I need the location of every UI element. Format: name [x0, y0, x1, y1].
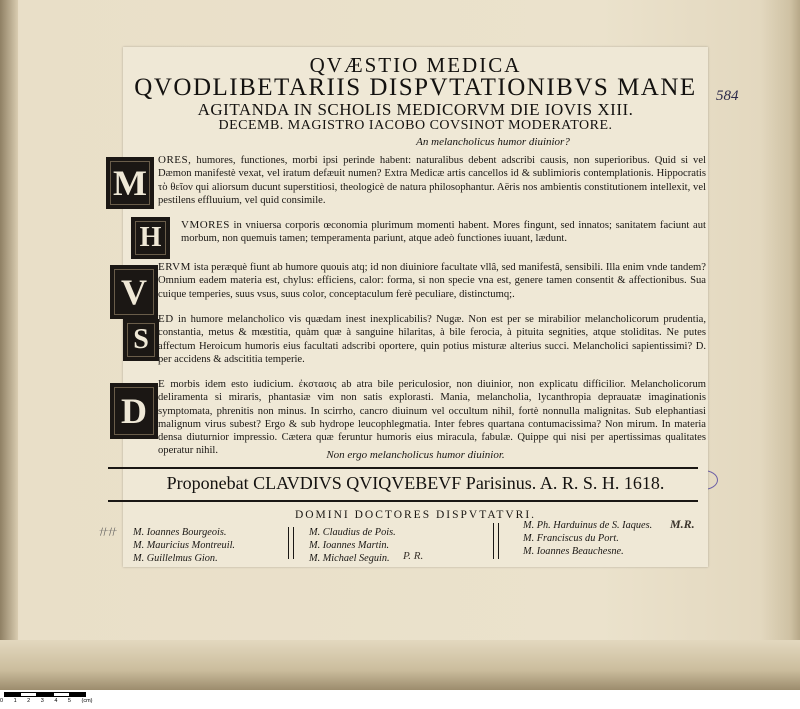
- paragraph-1-lead: ORES,: [158, 154, 192, 166]
- paragraph-1: [158, 154, 706, 207]
- doctor-name: M. Ph. Harduinus de S. Iaques.: [523, 520, 653, 531]
- heading-line-4: DECEMB. MAGISTRO IACOBO COVSINOT MODERATORE.: [218, 118, 613, 133]
- heading-line-2: QVODLIBETARIIS DISPVTATIONIBVS MANE: [134, 74, 697, 101]
- centimeter-ruler: [4, 692, 86, 697]
- paragraph-4-text: in humore melancholico vis quædam inest inexplicabilis? Nugæ. Non est per se mirabilior melancholicorum prudentia, constantia, metus & mœstitia, quàm quæ à sanguine hilaritas, à bile ferocia, à pituita segnities, atque stoliditas. Ne putes affectum Heroicum humoris eius facultati adscribi oportere, quin potius misturæ alterius succi. Melancholici sapientissimi? D. per accidens & adscititia temperie.: [158, 314, 706, 365]
- ruler-segment: [53, 692, 69, 697]
- handwritten-pr: P. R.: [403, 550, 424, 562]
- column-divider: [288, 527, 294, 559]
- paragraph-5: [158, 378, 706, 458]
- rule-top: [108, 467, 698, 469]
- drop-cap-v: V: [110, 265, 158, 319]
- drop-cap-s: S: [123, 319, 159, 361]
- paragraph-5-lead: E: [158, 378, 166, 390]
- paragraph-1-text: humores, functiones, morbi ipsi perinde habent: naturalibus debent adscribi causis, non superioribus. Quid si vel Dæmon manifestè vexat, vel iratum defæuit numen? Extra Medicæ artis cancellos id & sublimioris contemplationis. Hippocratis τὸ θεῖον qui aliorsum ducunt superstitiosi, theologicè de natura philosophantur. Aëris nos ambientis constitutionem intellexit, vel pestilens effluuium, vel quid consimile.: [158, 155, 706, 206]
- doctor-name: M. Claudius de Pois.: [309, 527, 396, 538]
- drop-cap-d: D: [110, 383, 158, 439]
- scale-strip: [0, 690, 800, 709]
- paragraph-2-text: in vniuersa corporis œconomia plurimum momenti habent. Mores fingunt, sed innatos; sanitatem faciunt aut morbum, non quemuis tamen; temperamenta pariunt, atque adeò functiones iuuant, lædunt.: [181, 220, 706, 245]
- doctor-name: M. Guillelmus Gion.: [133, 553, 218, 564]
- paragraph-3-text: ista peræquè fiunt ab humore quouis atq; id non diuiniore facultate vllâ, sed manifestâ, sensibili. Illa enim vnde tandem? Omnium eadem materia est, chylus: efficiens, calor: forma, si non specie vna est, genere tamen consentit & affectionibus. Sua cuique temperies, suus vsus, suus color, conceptaculum ferè peculiare, distinctumq;.: [158, 262, 706, 300]
- conclusion-line: Non ergo melancholicus humor diuinior.: [326, 449, 505, 461]
- paragraph-5-text: morbis idem esto iudicium. ἐκστασις ab atra bile periculosior, non diuinior, non explicatu difficilior. Melancholicorum deliramenta si miraris, phantasiæ vim non satis explorasti. Mania, melancholia, lycanthropia deprauatæ imaginationis symptomata, phrenitis non minus. In scirrho, cancro diuinum vel occultum nihil, fortè nonnulla malignitas. Sub elephantiasi malignum virus subest? Ergo & sub hydrope leucophlegmatia. Inter febres quartana contumacissima? Non mirum. In materia densa diuturnior impressio. Cætera quæ feruntur humoris eius miracula, fabulæ. Quippe qui nisi per apertissimas qualitates operatur nihil.: [158, 379, 706, 457]
- page-bottom-edge: [0, 640, 800, 690]
- paragraph-2-lead: VMORES: [181, 219, 230, 231]
- folio-number: 584: [716, 88, 739, 104]
- paragraph-4: [158, 313, 706, 366]
- paragraph-2: [181, 219, 706, 246]
- column-divider: [493, 523, 499, 559]
- rule-bottom: [108, 500, 698, 502]
- paragraph-3-lead: ERVM: [158, 261, 191, 273]
- doctor-name: M. Mauricius Montreuil.: [133, 540, 236, 551]
- proponent-line: Proponebat CLAVDIVS QVIQVEBEVF Parisinus. A. R. S. H. 1618.: [166, 473, 665, 493]
- doctors-column-2: [309, 526, 396, 565]
- doctor-name: M. Ioannes Beauchesne.: [523, 546, 624, 557]
- paragraph-3: [158, 261, 706, 301]
- question-line: An melancholicus humor diuinior?: [416, 136, 570, 148]
- doctors-column-1: [133, 526, 235, 565]
- ruler-segment: [4, 692, 20, 697]
- heading-line-1: QVÆSTIO MEDICA: [309, 53, 522, 77]
- ruler-segment: [20, 692, 36, 697]
- doctors-heading: DOMINI DOCTORES DISPVTATVRI.: [294, 509, 537, 521]
- doctor-name: M. Ioannes Bourgeois.: [133, 527, 227, 538]
- printed-thesis-sheet: [98, 47, 708, 567]
- doctors-column-3: [523, 519, 652, 558]
- ruler-labels: 0 1 2 3 4 5 (cm): [0, 698, 93, 704]
- drop-cap-h: H: [131, 217, 170, 259]
- doctor-name: M. Franciscus du Port.: [523, 533, 619, 544]
- ruler-segment: [70, 692, 86, 697]
- drop-cap-m: M: [106, 157, 154, 209]
- ruler-segment: [37, 692, 53, 697]
- handwritten-mark: 卄卄: [98, 527, 117, 537]
- paragraph-4-lead: ED: [158, 313, 174, 325]
- handwritten-mr: M.R.: [670, 517, 695, 531]
- page-gutter-shadow: [0, 0, 18, 690]
- doctor-name: M. Michael Seguin.: [309, 553, 390, 564]
- doctor-name: M. Ioannes Martin.: [309, 540, 390, 551]
- heading-line-3: AGITANDA IN SCHOLIS MEDICORVM DIE IOVIS XIII.: [197, 100, 634, 119]
